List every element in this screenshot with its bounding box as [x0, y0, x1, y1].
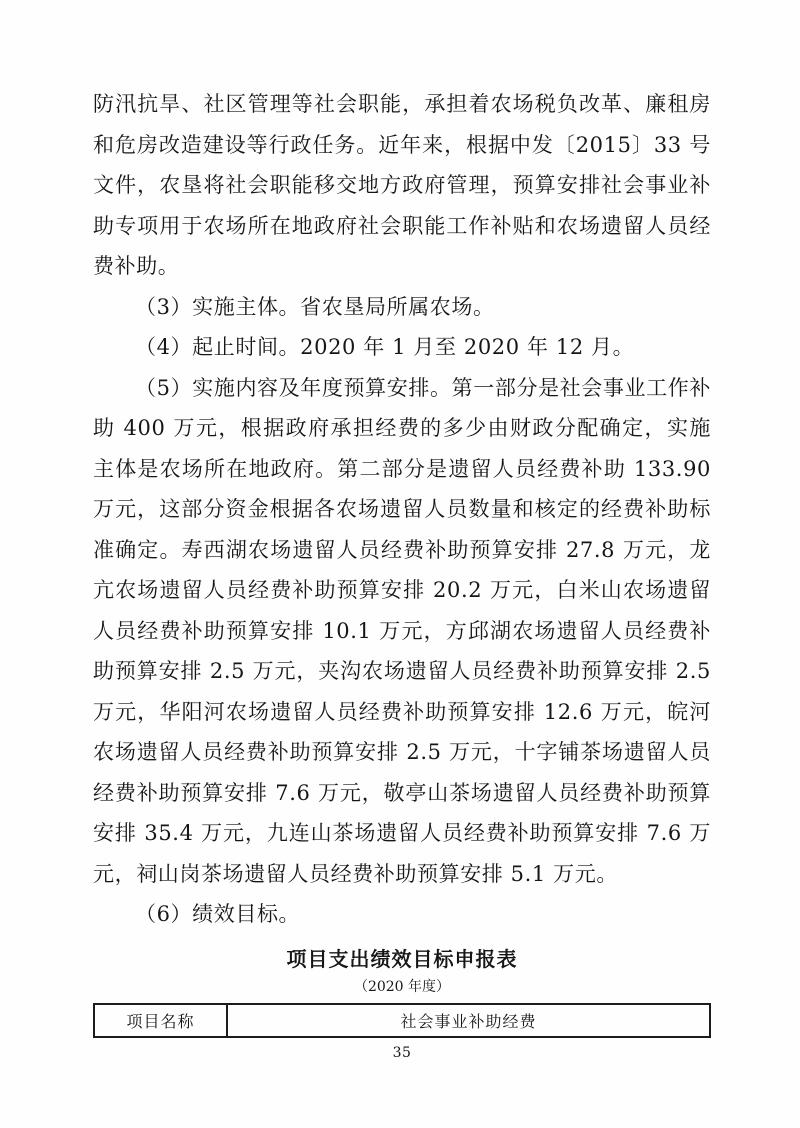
paragraph-item-5: （5）实施内容及年度预算安排。第一部分是社会事业工作补助 400 万元，根据政府承担经费的多少由财政分配确定，实施主体是农场所在地政府。第二部分是遗留人员经费补助 133.90 万元，这部分资金根据各农场遗留人员数量和核定的经费补助标准确定。寿西湖农场遗留人员经费补助预算安排 27.8 万元，龙亢农场遗留人员经费补助预算安排 20.2 万元，白米山农场遗留人员经费补助预算安排 10.1 万元，方邱湖农场遗留人员经费补助预算安排 2.5 万元，夹沟农场遗留人员经费补助预算安排 2.5 万元，华阳河农场遗留人员经费补助预算安排 12.6 万元，皖河农场遗留人员经费补助预算安排 2.5 万元，十字铺茶场遗留人员经费补助预算安排 7.6 万元，敬亭山茶场遗留人员经费补助预算安排 35.4 万元，九连山茶场遗留人员经费补助预算安排 7.6 万元，祠山岗茶场遗留人员经费补助预算安排 5.1 万元。 — [93, 375, 711, 886]
report-table-title: 项目支出绩效目标申报表 — [286, 946, 518, 971]
paragraph-item-3: （3）实施主体。省农垦局所属农场。 — [135, 294, 495, 319]
performance-target-table — [93, 1003, 711, 1038]
project-name-value-cell: 社会事业补助经费 — [227, 1004, 710, 1037]
page-number: 35 — [392, 1044, 412, 1061]
document-content — [93, 84, 711, 1061]
paragraph-item-4: （4）起止时间。2020 年 1 月至 2020 年 12 月。 — [135, 335, 635, 359]
paragraph-continuation: 防汛抗旱、社区管理等社会职能，承担着农场税负改革、廉租房和危房改造建设等行政任务。近年来，根据中发〔2015〕33 号文件，农垦将社会职能移交地方政府管理，预算安排社会事业补助专项用于农场所在地政府社会职能工作补贴和农场遗留人员经费补助。 — [93, 92, 711, 278]
report-table-subtitle: （2020 年度） — [353, 978, 451, 995]
paragraph-item-6: （6）绩效目标。 — [135, 902, 301, 926]
table-row — [94, 1004, 710, 1037]
project-name-label-cell: 项目名称 — [94, 1004, 227, 1037]
